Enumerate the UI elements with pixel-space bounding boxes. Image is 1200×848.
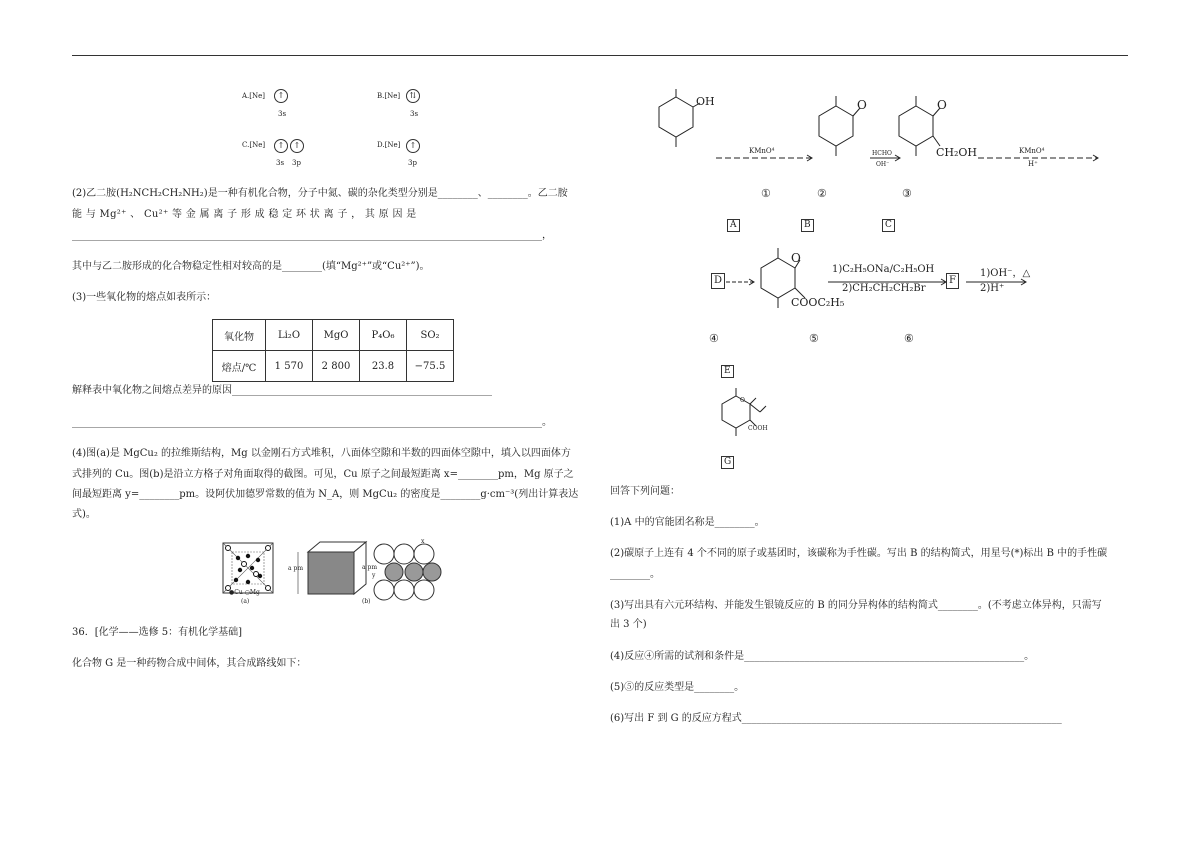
organic-question-2-line-2: ________。 [610, 569, 660, 580]
table-cell: 熔点/℃ [213, 351, 266, 382]
orbital-box: ↑ [406, 139, 420, 153]
orbital-box: ↑ [274, 89, 288, 103]
step-1-marker: ① [761, 187, 771, 200]
header-rule [72, 55, 1128, 56]
orbital-sublabel: 3p [292, 159, 301, 167]
compound-d-box: D [711, 273, 725, 289]
figure-x-label: x [421, 538, 425, 545]
step-3-marker: ③ [902, 187, 912, 200]
option-label: C.[Ne] [242, 141, 266, 149]
table-cell: SO₂ [407, 320, 454, 351]
figure-apm-label: a pm [288, 565, 304, 572]
orbital-sublabel: 3s [410, 110, 419, 118]
table-cell: 2 800 [313, 351, 360, 382]
step-5-marker: ⑤ [809, 332, 819, 345]
step-6-marker: ⑥ [904, 332, 914, 345]
condition-4-line-2: 2)CH₂CH₂CH₂Br [842, 283, 926, 294]
reagent-hcho: HCHO [872, 150, 892, 157]
question-3-line-3: ______________________________________________________________________________________________。 [72, 417, 552, 428]
option-label: A.[Ne] [242, 92, 266, 100]
orbital-box: ⇅ [406, 89, 420, 103]
condition-4-line-1: 1)C₂H₅ONa/C₂H₅OH [832, 264, 935, 275]
question-36-title: 36．[化学——选修 5：有机化学基础] [72, 627, 243, 638]
melting-point-table [212, 319, 454, 382]
ester-label: COOC₂H₅ [791, 296, 845, 309]
ch2oh-label: CH₂OH [936, 146, 978, 159]
orbital-box: ↑ [274, 139, 288, 153]
table-cell: P₄O₆ [360, 320, 407, 351]
step-4-marker: ④ [709, 332, 719, 345]
question-4-line-4: 式)。 [72, 509, 96, 520]
question-2-line-2: 能 与 Mg²⁺ 、 Cu²⁺ 等 金 属 离 子 形 成 稳 定 环 状 离 子 ， 其 原 因 是 [72, 209, 417, 220]
figure-a-lattice [223, 543, 273, 593]
question-2-line-3: ______________________________________________________________________________________________， [72, 230, 552, 241]
question-36-intro: 化合物 G 是一种药物合成中间体，其合成路线如下： [72, 658, 307, 669]
reagent-h-plus: H⁺ [1028, 160, 1038, 168]
question-3-line-2: 解释表中氧化物之间熔点差异的原因____________________________________________________ [72, 385, 492, 396]
compound-a-box: A [727, 219, 740, 232]
condition-5-line-2: 2)H⁺ [980, 283, 1005, 294]
organic-question-4: (4)反应④所需的试剂和条件是________________________________________________________。 [610, 651, 1035, 662]
organic-question-2-line-1: (2)碳原子上连有 4 个不同的原子或基团时，该碳称为手性碳。写出 B 的结构简式，用星号(*)标出 B 中的手性碳 [610, 548, 1108, 559]
question-4-line-2: 式排列的 Cu。图(b)是沿立方格子对角面取得的截图。可见，Cu 原子之间最短距离 x=________pm，Mg 原子之 [72, 469, 574, 480]
figure-a-caption: (a) [241, 598, 250, 605]
compound-e-box: E [721, 365, 734, 378]
orbital-sublabel: 3s [276, 159, 285, 167]
figure-cube-slice [298, 542, 366, 594]
figure-b-apm-label: a pm [362, 564, 378, 571]
carbonyl-o-label: O [791, 251, 801, 265]
carbonyl-o-label: O [857, 98, 867, 112]
option-label: B.[Ne] [377, 92, 401, 100]
option-label: D.[Ne] [377, 141, 401, 149]
compound-c-box: C [882, 219, 895, 232]
question-4-line-3: 间最短距离 y=________pm。设阿伏加德罗常数的值为 N_A，则 MgCu₂ 的密度是________g·cm⁻³(列出计算表达 [72, 489, 579, 500]
table-row [213, 351, 454, 382]
table-cell: 1 570 [266, 351, 313, 382]
reagent-oh-minus: OH⁻ [876, 161, 890, 168]
orbital-box: ↑ [290, 139, 304, 153]
step-2-marker: ② [817, 187, 827, 200]
orbital-sublabel: 3p [408, 159, 417, 167]
question-4-line-1: (4)图(a)是 MgCu₂ 的拉维斯结构，Mg 以金刚石方式堆积，八面体空隙和半数的四面体空隙中，填入以四面体方 [72, 448, 571, 459]
oh-group-label: OH [696, 95, 715, 108]
carbonyl-o-label: O [937, 98, 947, 112]
g-carbonyl-o: O [740, 397, 745, 404]
table-cell: MgO [313, 320, 360, 351]
table-header-row [213, 320, 454, 351]
figure-b-circles [374, 544, 441, 600]
question-2-line-1: (2)乙二胺(H₂NCH₂CH₂NH₂)是一种有机化合物，分子中氮、碳的杂化类型分别是________、________。乙二胺 [72, 188, 568, 199]
orbital-sublabel: 3s [278, 110, 287, 118]
organic-question-6: (6)写出 F 到 G 的反应方程式________________________________________________________________ [610, 713, 1062, 724]
compound-g-box: G [721, 456, 734, 469]
question-2-line-4: 其中与乙二胺形成的化合物稳定性相对较高的是________(填“Mg²⁺”或“Cu²⁺”)。 [72, 261, 430, 272]
reagent-kmno4-2: KMnO⁴ [1019, 147, 1045, 155]
organic-question-3-line-1: (3)写出具有六元环结构、并能发生银镜反应的 B 的同分异构体的结构简式________。(不考虑立体异构，只需写 [610, 600, 1102, 611]
table-cell: Li₂O [266, 320, 313, 351]
reagent-kmno4-1: KMnO⁴ [749, 147, 775, 155]
organic-question-5: (5)⑤的反应类型是________。 [610, 682, 745, 693]
question-3-line-1: (3)一些氧化物的熔点如表所示： [72, 292, 217, 303]
figure-b-caption: (b) [362, 598, 371, 605]
condition-5-line-1: 1)OH⁻，△ [980, 268, 1031, 279]
figure-y-label: y [372, 572, 376, 579]
organic-question-1: (1)A 中的官能团名称是________。 [610, 517, 765, 528]
figure-legend: ●Cu ○Mg [229, 589, 260, 596]
table-cell: 23.8 [360, 351, 407, 382]
table-cell: 氧化物 [213, 320, 266, 351]
organic-question-3-line-2: 出 3 个) [610, 619, 647, 630]
mgcu2-structure-figure [218, 538, 450, 610]
table-cell: −75.5 [407, 351, 454, 382]
compound-f-box: F [946, 273, 959, 289]
compound-b-box: B [801, 219, 814, 232]
answer-intro: 回答下列问题： [610, 486, 680, 497]
g-cooh-label: COOH [748, 425, 768, 432]
